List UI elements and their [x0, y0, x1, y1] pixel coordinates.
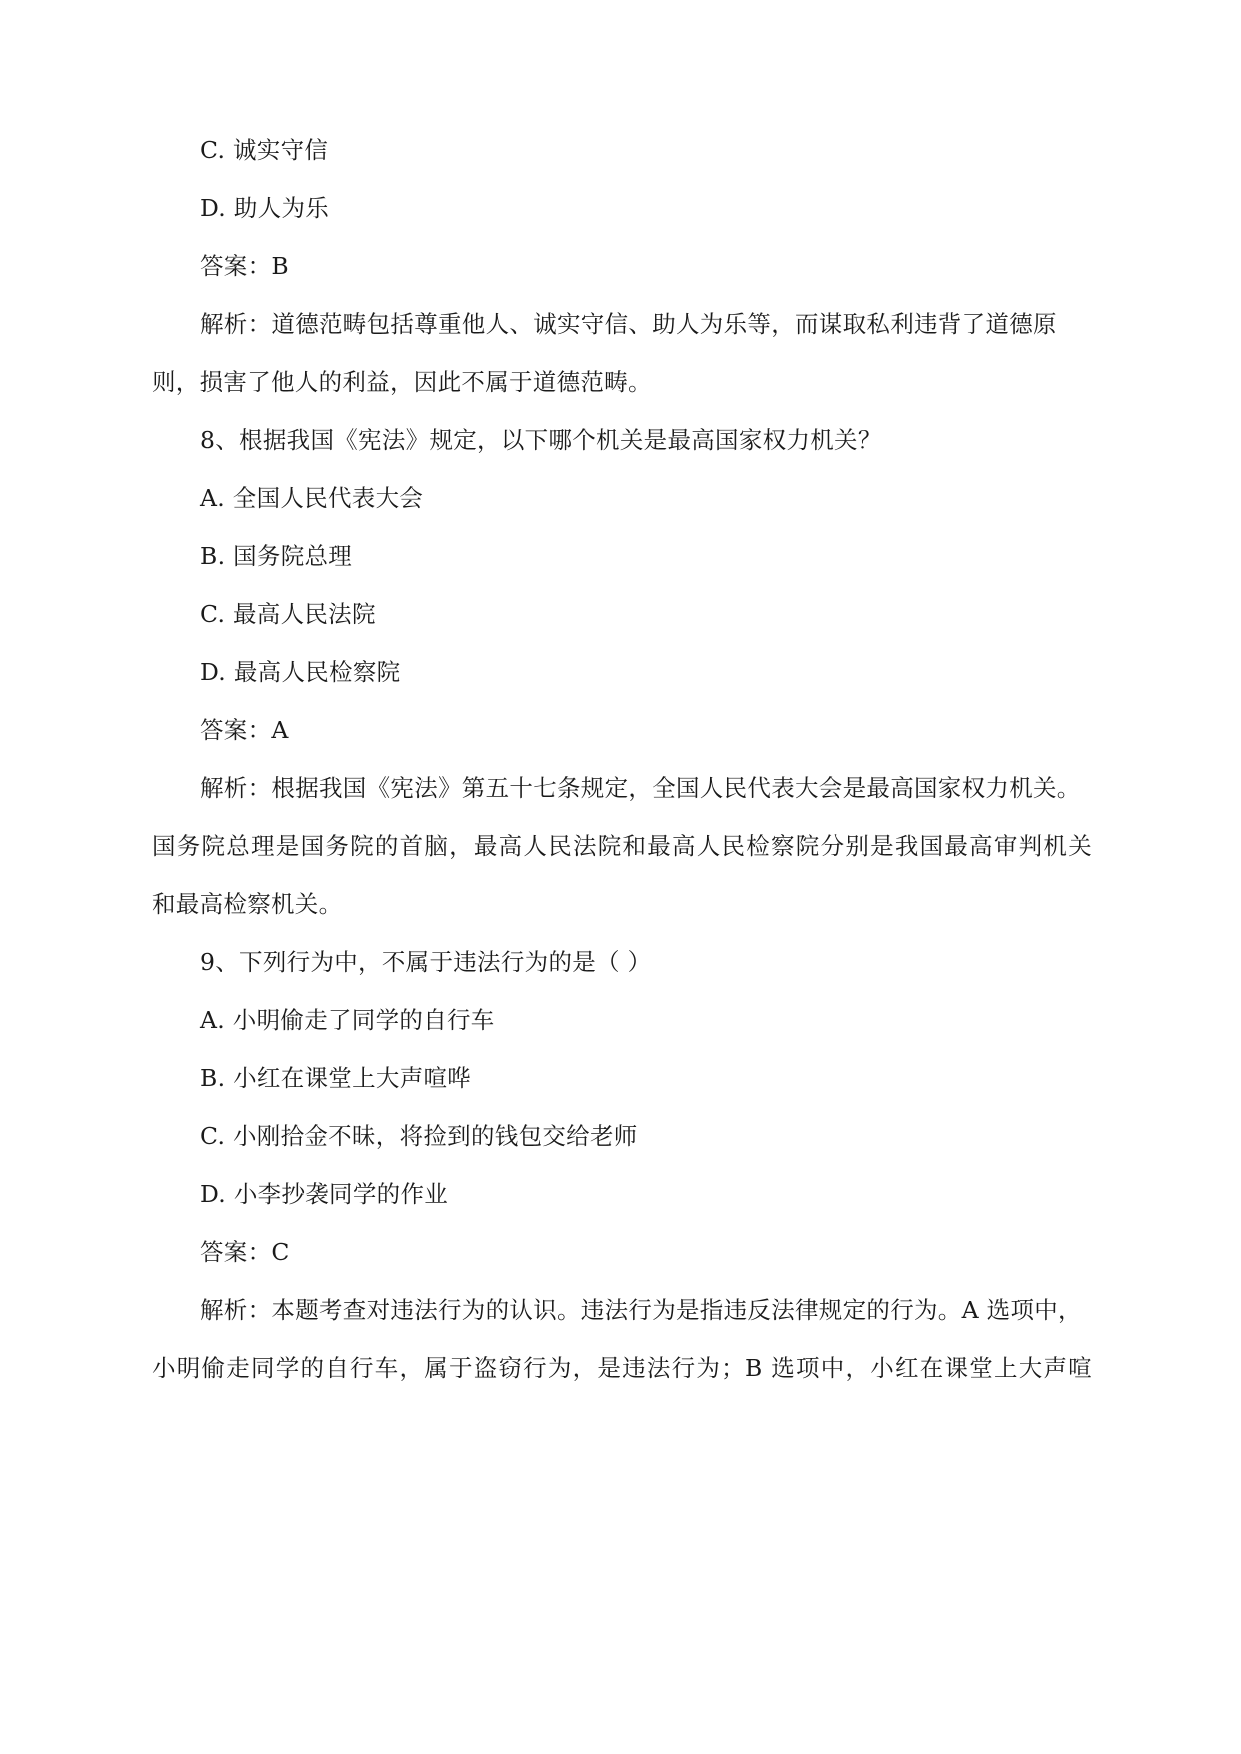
q7-option-c: C. 诚实守信 — [200, 136, 329, 164]
q9-option-b: B. 小红在课堂上大声喧哗 — [200, 1064, 472, 1092]
q9-analysis-line-1: 解析：本题考查对违法行为的认识。违法行为是指违反法律规定的行为。A 选项中， — [200, 1296, 1082, 1324]
q8-analysis-line-2: 国务院总理是国务院的首脑，最高人民法院和最高人民检察院分别是我国最高审判机关 — [152, 832, 1092, 860]
q9-option-d: D. 小李抄袭同学的作业 — [200, 1180, 449, 1208]
q8-question: 8、根据我国《宪法》规定，以下哪个机关是最高国家权力机关？ — [200, 426, 882, 454]
q9-answer: 答案：C — [200, 1238, 290, 1266]
q8-option-d: D. 最高人民检察院 — [200, 658, 401, 686]
q7-answer: 答案：B — [200, 252, 289, 280]
q7-analysis-line-1: 解析：道德范畴包括尊重他人、诚实守信、助人为乐等，而谋取私利违背了道德原 — [200, 310, 1057, 338]
q8-answer: 答案：A — [200, 716, 289, 744]
q7-option-d: D. 助人为乐 — [200, 194, 330, 222]
q7-analysis-line-2: 则，损害了他人的利益，因此不属于道德范畴。 — [152, 368, 652, 396]
q8-analysis-line-3: 和最高检察机关。 — [152, 890, 343, 918]
q8-option-c: C. 最高人民法院 — [200, 600, 376, 628]
q8-option-a: A. 全国人民代表大会 — [200, 484, 424, 512]
q8-option-b: B. 国务院总理 — [200, 542, 353, 570]
q9-option-c: C. 小刚拾金不昧，将捡到的钱包交给老师 — [200, 1122, 638, 1150]
q8-analysis-line-1: 解析：根据我国《宪法》第五十七条规定，全国人民代表大会是最高国家权力机关。 — [200, 774, 1081, 802]
q9-question: 9、下列行为中，不属于违法行为的是（ ） — [200, 948, 652, 976]
q9-option-a: A. 小明偷走了同学的自行车 — [200, 1006, 495, 1034]
q9-analysis-line-2: 小明偷走同学的自行车，属于盗窃行为，是违法行为；B 选项中，小红在课堂上大声喧 — [152, 1354, 1092, 1382]
